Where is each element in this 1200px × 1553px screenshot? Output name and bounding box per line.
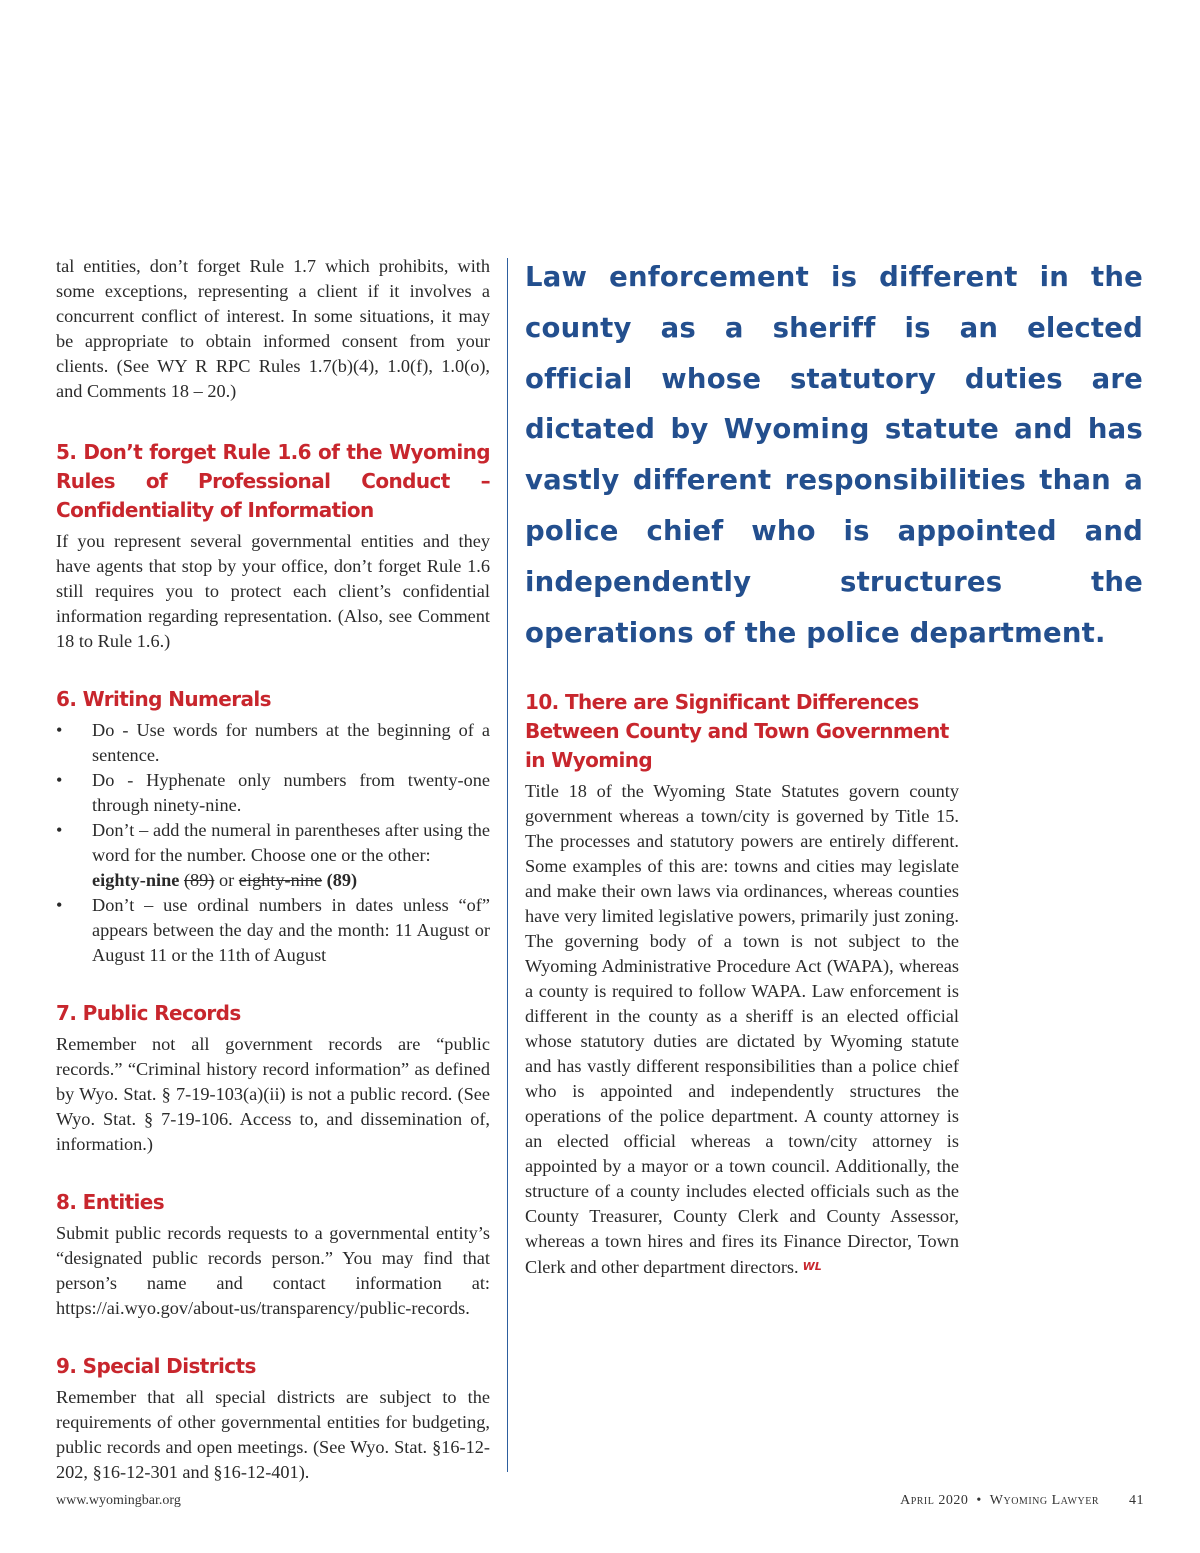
list-item	[56, 893, 490, 968]
example-paren-struck: (89)	[183, 870, 215, 890]
section-5-heading: 5. Don’t forget Rule 1.6 of the Wyoming Rules of Professional Conduct – Confidentiality of Information	[56, 440, 490, 522]
numerals-list	[56, 718, 490, 968]
left-column	[56, 254, 490, 1485]
section-5-body: If you represent several governmental entities and they have agents that stop by your office, don’t forget Rule 1.6 still requires you to protect each client’s confidential information regarding representation. (Also, see Comment 18 to Rule 1.6.)	[56, 531, 490, 651]
page-footer	[56, 1493, 1144, 1513]
section-10-heading-line-2: Between County and Town Government	[525, 719, 949, 744]
section-10-heading-line-3: in Wyoming	[525, 748, 653, 773]
example-paren-bold: (89)	[326, 870, 358, 890]
section-9-heading: 9. Special Districts	[56, 1354, 256, 1378]
footer-issue-info	[900, 1493, 1144, 1509]
example-word-struck: eighty-nine	[238, 870, 323, 890]
bullet-icon: •	[56, 770, 63, 790]
bullet-icon: •	[56, 720, 63, 740]
bullet-icon: •	[56, 820, 63, 840]
bullet-icon: •	[56, 895, 63, 915]
list-item-text: Do - Use words for numbers at the beginning of a sentence.	[92, 720, 490, 765]
pull-quote: Law enforcement is different in the county as a sheriff is an elected official whose statutory duties are dictated by Wyoming statute and has vastly different responsibilities than a police chief who is appointed and independently structures the operations of the police department.	[525, 261, 1143, 649]
list-item-text: Don’t – use ordinal numbers in dates unless “of” appears between the day and the month: 11 August or August 11 or the 11th of August	[92, 895, 490, 965]
column-divider	[507, 258, 508, 1472]
section-9-body: Remember that all special districts are subject to the requirements of other governmental entities for budgeting, public records and open meetings. (See Wyo. Stat. §16-12-202, §16-12-301 and §16-12-401).	[56, 1387, 490, 1482]
footer-website: www.wyomingbar.org	[56, 1493, 181, 1508]
list-item	[56, 818, 490, 893]
list-item-text: Do - Hyphenate only numbers from twenty-one through ninety-nine.	[92, 770, 490, 815]
section-7-heading: 7. Public Records	[56, 1001, 241, 1025]
page-number: 41	[1129, 1493, 1144, 1508]
section-10-heading	[525, 688, 1143, 775]
list-item	[56, 768, 490, 818]
section-10-body-text: Title 18 of the Wyoming State Statutes govern county government whereas a town/city is governed by Title 15. The processes and statutory powers are entirely different. Some examples of this are: towns and cities may legislate and make their own laws via ordinances, whereas counties have very limited legislative powers, primarily just zoning. The governing body of a town is not subject to the Wyoming Administrative Procedure Act (WAPA), whereas a county is required to follow WAPA. Law enforcement is different in the county as a sheriff is an elected official whose statutory duties are dictated by Wyoming statute and has vastly different responsibilities than a police chief who is appointed and independently structures the operations of the police department. A county attorney is an elected official whereas a town/city attorney is appointed by a mayor or a town council. Additionally, the structure of a county includes elected officials such as the County Treasurer, County Clerk and County Assessor, whereas a town hires and fires its Finance Director, Town Clerk and other department directors.	[525, 781, 959, 1278]
footer-issue: April 2020	[900, 1493, 969, 1508]
section-10-heading-line-1: 10. There are Significant Differences	[525, 690, 919, 715]
section-10-body	[525, 779, 959, 1280]
section-8-heading: 8. Entities	[56, 1190, 165, 1214]
right-column	[525, 252, 1143, 1280]
section-7-body: Remember not all government records are “public records.” “Criminal history record information” as defined by Wyo. Stat. § 7-19-103(a)(ii) is not a public record. (See Wyo. Stat. § 7-19-106. Access to, and dissemination of, information.)	[56, 1034, 490, 1154]
example-word-bold: eighty-nine	[92, 870, 180, 890]
footer-publication: Wyoming Lawyer	[989, 1493, 1099, 1508]
section-8-body: Submit public records requests to a governmental entity’s “designated public records person.” You may find that person’s name and contact information at: https://ai.wyo.gov/about-us/transparency/public-records.	[56, 1223, 490, 1318]
list-item	[56, 718, 490, 768]
section-6-heading: 6. Writing Numerals	[56, 687, 271, 711]
footer-separator-icon: •	[976, 1493, 982, 1508]
intro-paragraph: tal entities, don’t forget Rule 1.7 which prohibits, with some exceptions, representing a client if it involves a concurrent conflict of interest. In some situations, it may be appropriate to obtain informed consent from your clients. (See WY R RPC Rules 1.7(b)(4), 1.0(f), 1.0(o), and Comments 18 – 20.)	[56, 256, 490, 401]
list-item-text: Don’t – add the numeral in parentheses after using the word for the number. Choose one or the other:	[92, 820, 490, 865]
example-or: or	[218, 870, 235, 890]
wl-end-mark-icon: WL	[802, 1260, 822, 1274]
